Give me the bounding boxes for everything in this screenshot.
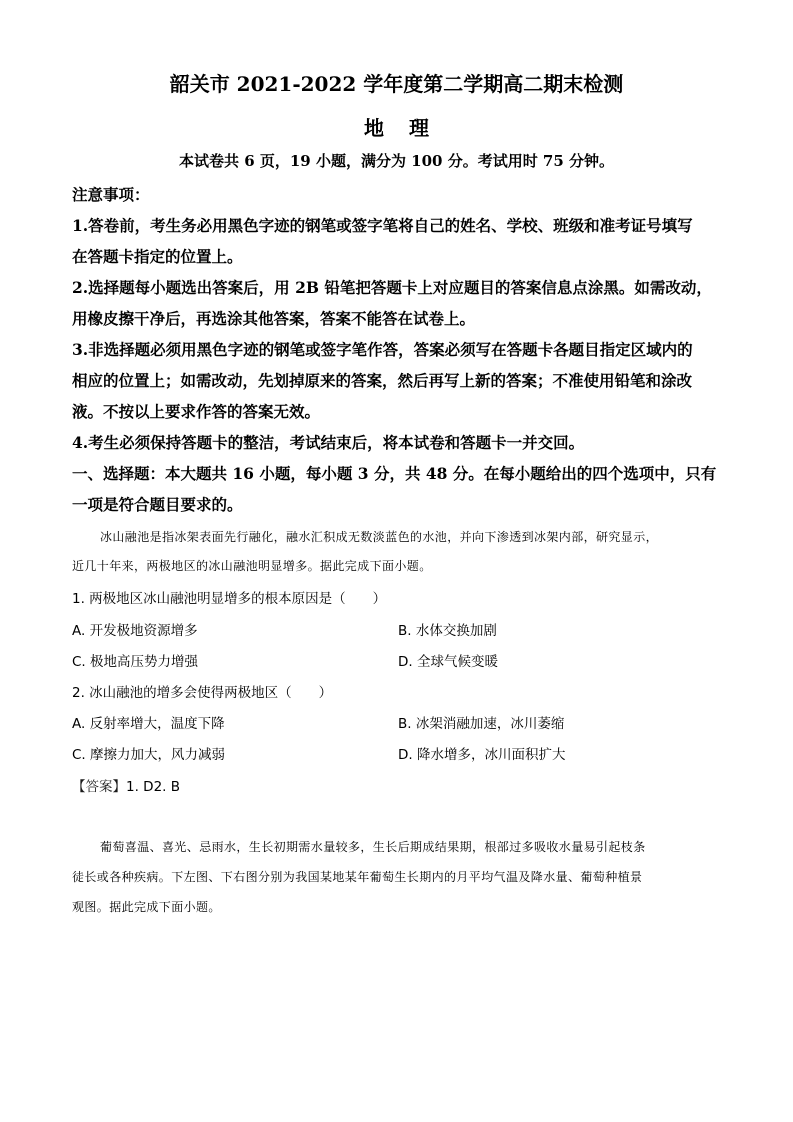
question-stem: 2. 冰山融池的增多会使得两极地区（ ）	[72, 685, 333, 701]
exam-title: 韶关市 2021-2022 学年度第二学期高二期末检测	[169, 72, 624, 96]
instructions-heading: 注意事项：	[72, 185, 150, 204]
option-d: D. 全球气候变暖	[398, 654, 498, 670]
option-b: B. 冰架消融加速，冰川萎缩	[398, 716, 565, 732]
instruction-line: 3.非选择题必须用黑色字迹的钢笔或签字笔作答，答案必须写在答题卡各题目指定区域内的	[72, 340, 693, 359]
passage-line: 徒长或各种疾病。下左图、下右图分别为我国某地某年葡萄生长期内的月平均气温及降水量、葡萄种植景	[72, 870, 643, 884]
instruction-line: 在答题卡指定的位置上。	[72, 247, 243, 266]
section-heading: 一项是符合题目要求的。	[72, 495, 243, 514]
option-c: C. 摩擦力加大，风力减弱	[72, 747, 226, 763]
instruction-line: 2.选择题每小题选出答案后，用 2B 铅笔把答题卡上对应题目的答案信息点涂黑。如需改动，	[72, 278, 712, 297]
section-heading: 一、选择题：本大题共 16 小题，每小题 3 分，共 48 分。在每小题给出的四个选项中，只有	[72, 464, 717, 483]
option-a: A. 开发极地资源增多	[72, 623, 198, 639]
option-b: B. 水体交换加剧	[398, 623, 497, 639]
option-d: D. 降水增多，冰川面积扩大	[398, 747, 566, 763]
passage-line: 葡萄喜温、喜光、忌雨水，生长初期需水量较多，生长后期成结果期，根部过多吸收水量易引起枝条	[100, 840, 646, 854]
instruction-line: 液。不按以上要求作答的答案无效。	[72, 402, 321, 421]
answer-tag: 【答案】	[72, 779, 126, 795]
passage-line: 冰山融池是指冰架表面先行融化，融水汇积成无数淡蓝色的水池，并向下渗透到冰架内部，研究显示，	[100, 530, 659, 544]
passage-line: 观图。据此完成下面小题。	[72, 900, 221, 914]
instruction-line: 4.考生必须保持答题卡的整洁，考试结束后，将本试卷和答题卡一并交回。	[72, 433, 585, 452]
exam-note: 本试卷共 6 页，19 小题，满分为 100 分。考试用时 75 分钟。	[178, 152, 615, 170]
question-stem: 1. 两极地区冰山融池明显增多的根本原因是（ ）	[72, 591, 387, 607]
instruction-line: 1.答卷前，考生务必用黑色字迹的钢笔或签字笔将自己的姓名、学校、班级和准考证号填写	[72, 216, 693, 235]
passage-line: 近几十年来，两极地区的冰山融池明显增多。据此完成下面小题。	[72, 559, 432, 573]
answer-line	[72, 775, 180, 795]
option-c: C. 极地高压势力增强	[72, 654, 199, 670]
instruction-line: 用橡皮擦干净后，再选涂其他答案，答案不能答在试卷上。	[72, 309, 476, 328]
subject-title: 地 理	[364, 116, 429, 140]
instruction-line: 相应的位置上；如需改动，先划掉原来的答案，然后再写上新的答案；不准使用铅笔和涂改	[72, 371, 693, 390]
option-a: A. 反射率增大，温度下降	[72, 716, 225, 732]
answer-text: 1. D2. B	[126, 779, 180, 795]
